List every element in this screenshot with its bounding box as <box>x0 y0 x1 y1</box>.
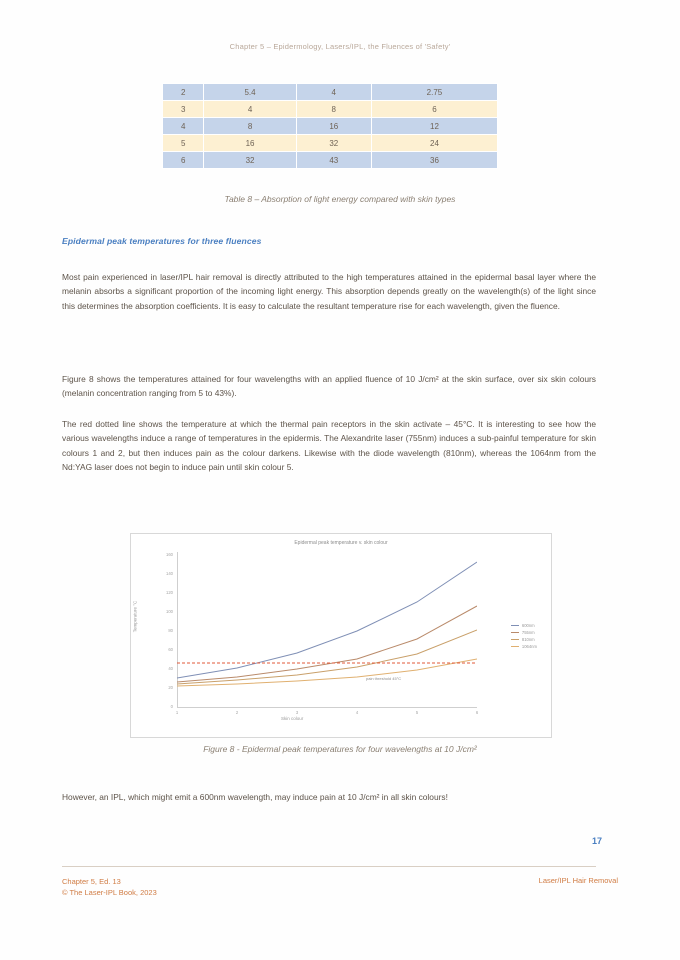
table-cell: 16 <box>296 118 371 135</box>
paragraph-2: Figure 8 shows the temperatures attained for four wavelengths with an applied fluence of 10 J/cm² at the skin surface, over six skin colours (melanin concentration ranging from 5 to 43%). <box>62 374 596 399</box>
epidermal-temperature-chart <box>130 533 552 738</box>
table-row <box>163 135 498 152</box>
legend-label: 600nm <box>521 623 535 628</box>
legend-swatch-icon <box>511 639 519 641</box>
legend-label: 810nm <box>521 637 535 642</box>
legend-swatch-icon <box>511 646 519 648</box>
legend-item <box>511 622 537 629</box>
chart-legend <box>511 622 537 650</box>
table-row <box>163 101 498 118</box>
paragraph-1: Most pain experienced in laser/IPL hair removal is directly attributed to the high temperatures attained in the epidermal basal layer where the melanin absorbs a significant proportion of the incoming light energy. This absorption depends greatly on the wavelength(s) of the light since this determines the absorption coefficients. It is easy to calculate the resultant temperature rise for each wavelength, given the fluence. <box>62 272 596 311</box>
legend-label: 1064nm <box>521 644 537 649</box>
table-cell: 12 <box>371 118 497 135</box>
y-tick: 40 <box>168 666 173 671</box>
page-number: 17 <box>591 836 602 846</box>
table-cell: 8 <box>296 101 371 118</box>
table-cell: 4 <box>296 84 371 101</box>
y-tick: 140 <box>166 571 173 576</box>
table-cell: 6 <box>371 101 497 118</box>
footer-copyright: © The Laser-IPL Book, 2023 <box>62 888 157 897</box>
legend-item <box>511 629 537 636</box>
x-tick: 3 <box>295 710 299 715</box>
table-cell: 32 <box>296 135 371 152</box>
table-cell: 36 <box>371 152 497 169</box>
footer-chapter: Chapter 5, Ed. 13 <box>62 877 121 886</box>
y-tick: 20 <box>168 685 173 690</box>
table-row <box>163 152 498 169</box>
footer-divider <box>62 866 596 867</box>
x-tick: 1 <box>175 710 179 715</box>
legend-label: 755nm <box>521 630 535 635</box>
legend-item <box>511 636 537 643</box>
chart-title: Epidermal peak temperature v. skin colour <box>294 540 388 546</box>
absorption-table <box>162 83 498 169</box>
footer-right: Laser/IPL Hair Removal <box>538 876 618 885</box>
table-cell: 16 <box>204 135 296 152</box>
x-tick: 6 <box>475 710 479 715</box>
x-tick: 4 <box>355 710 359 715</box>
table-cell: 4 <box>163 118 204 135</box>
table-cell: 2 <box>163 84 204 101</box>
legend-swatch-icon <box>511 632 519 634</box>
x-axis <box>177 707 477 708</box>
paragraph-4: However, an IPL, which might emit a 600nm wavelength, may induce pain at 10 J/cm² in all skin colours! <box>62 792 448 802</box>
y-tick: 160 <box>166 552 173 557</box>
table-cell: 2.75 <box>371 84 497 101</box>
legend-item <box>511 643 537 650</box>
table-cell: 4 <box>204 101 296 118</box>
table-row <box>163 84 498 101</box>
y-tick: 120 <box>166 590 173 595</box>
y-tick: 80 <box>168 628 173 633</box>
table-cell: 3 <box>163 101 204 118</box>
chart-plot-area <box>177 552 477 707</box>
section-heading: Epidermal peak temperatures for three fluences <box>62 236 262 246</box>
legend-swatch-icon <box>511 625 519 627</box>
table-cell: 8 <box>204 118 296 135</box>
table-cell: 43 <box>296 152 371 169</box>
series-line-810nm <box>177 630 477 684</box>
table-cell: 32 <box>204 152 296 169</box>
table-cell: 24 <box>371 135 497 152</box>
x-tick: 2 <box>235 710 239 715</box>
y-tick: 60 <box>168 647 173 652</box>
y-tick: 0 <box>170 704 173 709</box>
table-row <box>163 118 498 135</box>
figure-caption: Figure 8 - Epidermal peak temperatures for four wavelengths at 10 J/cm² <box>203 744 477 754</box>
y-axis-label: Temperature °C <box>132 600 138 633</box>
running-header: Chapter 5 – Epidermology, Lasers/IPL, the Fluences of 'Safety' <box>229 42 451 51</box>
x-tick: 5 <box>415 710 419 715</box>
table-cell: 5 <box>163 135 204 152</box>
paragraph-3: The red dotted line shows the temperature at which the thermal pain receptors in the skin activate – 45°C. It is interesting to see how the various wavelengths induce a range of temperatures in the epidermis. The Alexandrite laser (755nm) induces a sub-painful temperature for skin colours 1 and 2, but then induces pain as the colour darkens. Likewise with the diode wavelength (810nm), whereas the 1064nm from the Nd:YAG laser does not begin to induce pain until skin colour 5. <box>62 419 596 473</box>
table-cell: 6 <box>163 152 204 169</box>
table-caption: Table 8 – Absorption of light energy compared with skin types <box>224 194 456 204</box>
x-axis-label: Skin colour <box>281 716 304 721</box>
table-cell: 5.4 <box>204 84 296 101</box>
pain-threshold-annotation: pain threshold 45°C <box>366 676 402 681</box>
footer-left <box>62 876 157 898</box>
y-tick: 100 <box>166 609 173 614</box>
series-line-600nm <box>177 562 477 678</box>
